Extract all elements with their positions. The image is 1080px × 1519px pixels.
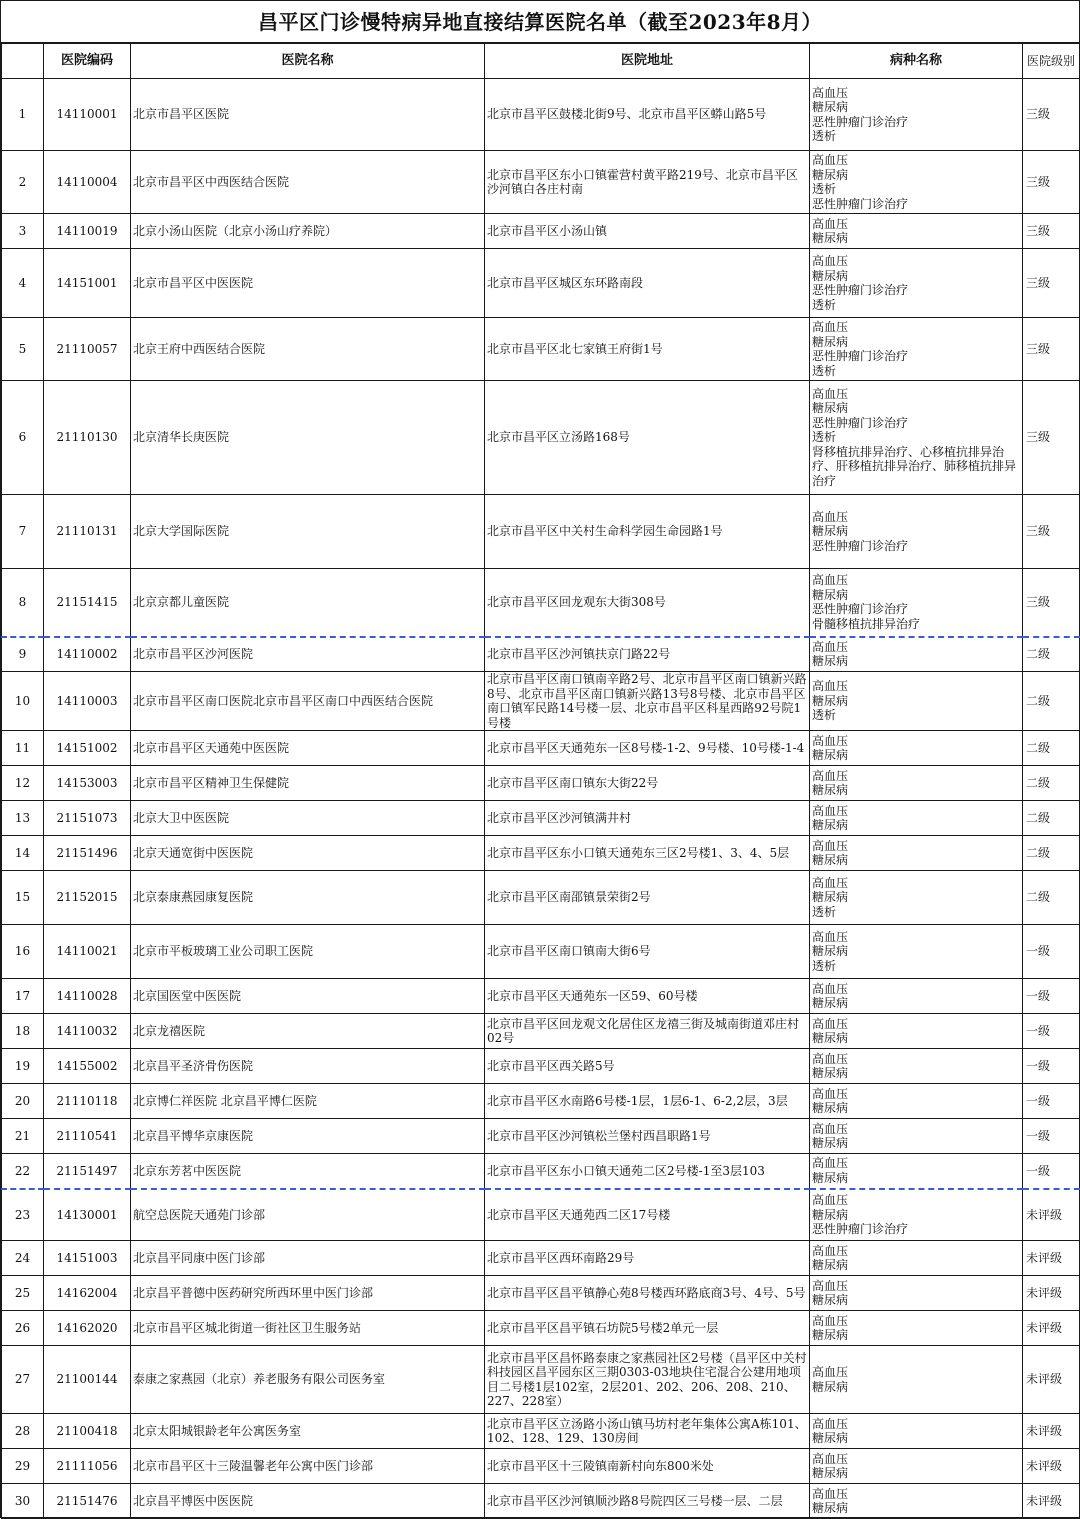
hospital-code: 14110003 — [44, 672, 131, 731]
row-index: 20 — [2, 1084, 44, 1119]
hospital-name: 北京博仁祥医院 北京昌平博仁医院 — [131, 1084, 485, 1119]
disease-list — [810, 1119, 1023, 1154]
table-row — [2, 731, 1080, 766]
hospital-code: 14153003 — [44, 766, 131, 801]
table-row — [2, 79, 1080, 151]
disease-list — [810, 151, 1023, 214]
disease-list — [810, 569, 1023, 637]
hospital-code: 14151003 — [44, 1241, 131, 1276]
row-index: 11 — [2, 731, 44, 766]
table-row — [2, 318, 1080, 381]
header-code: 医院编码 — [44, 44, 131, 79]
hospital-name: 北京王府中西医结合医院 — [131, 318, 485, 381]
hospital-grade: 未评级 — [1023, 1276, 1080, 1311]
row-index: 21 — [2, 1119, 44, 1154]
hospital-name: 北京太阳城银龄老年公寓医务室 — [131, 1414, 485, 1449]
hospital-address: 北京市昌平区鼓楼北街9号、北京市昌平区蟒山路5号 — [485, 79, 810, 151]
hospital-grade: 三级 — [1023, 249, 1080, 318]
table-row — [2, 836, 1080, 871]
hospital-grade: 三级 — [1023, 79, 1080, 151]
table-row — [2, 381, 1080, 495]
hospital-code: 21110131 — [44, 495, 131, 569]
disease-item: 高血压 — [812, 320, 849, 334]
row-index: 14 — [2, 836, 44, 871]
disease-item: 高血压 — [812, 1486, 849, 1501]
header-index — [2, 44, 44, 79]
row-index: 28 — [2, 1414, 44, 1449]
disease-item: 透析 — [812, 182, 837, 196]
table-row — [2, 151, 1080, 214]
hospital-name: 北京市昌平区中医医院 — [131, 249, 485, 318]
hospital-address: 北京市昌平区水南路6号楼-1层，1层6-1、6-2,2层，3层 — [485, 1084, 810, 1119]
disease-list — [810, 1049, 1023, 1084]
row-index: 22 — [2, 1154, 44, 1189]
disease-list — [810, 672, 1023, 731]
disease-item: 糖尿病 — [812, 693, 849, 708]
hospital-address: 北京市昌平区昌怀路泰康之家燕园社区2号楼（昌平区中关村科技园区昌平园东区三期0303-03地块住宅混合公建用地项目二号楼1层102室，2层201、202、206、208、210、227、228室） — [485, 1346, 810, 1414]
hospital-address: 北京市昌平区回龙观东大街308号 — [485, 569, 810, 637]
table-row — [2, 1484, 1080, 1519]
hospital-code: 14130001 — [44, 1189, 131, 1241]
disease-item: 糖尿病 — [812, 818, 849, 832]
disease-list — [810, 1276, 1023, 1311]
table-row — [2, 569, 1080, 637]
disease-item: 糖尿病 — [812, 944, 849, 959]
hospital-address: 北京市昌平区南口镇南大街6号 — [485, 925, 810, 979]
disease-item: 高血压 — [812, 838, 849, 853]
hospital-name: 北京天通宽街中医医院 — [131, 836, 485, 871]
disease-item: 高血压 — [812, 509, 849, 524]
hospital-address: 北京市昌平区回龙观文化居住区龙禧三街及城南街道邓庄村02号 — [485, 1014, 810, 1049]
table-row — [2, 1414, 1080, 1449]
disease-item: 透析 — [812, 904, 837, 919]
table-row — [2, 801, 1080, 836]
row-index: 2 — [2, 151, 44, 214]
hospital-grade: 二级 — [1023, 766, 1080, 801]
disease-list — [810, 495, 1023, 569]
disease-list — [810, 79, 1023, 151]
disease-list — [810, 1189, 1023, 1241]
hospital-name: 北京市昌平区城北街道一街社区卫生服务站 — [131, 1311, 485, 1346]
hospital-name: 北京东芳茗中医医院 — [131, 1154, 485, 1189]
row-index: 12 — [2, 766, 44, 801]
disease-item: 糖尿病 — [812, 783, 849, 797]
table-row — [2, 1241, 1080, 1276]
hospital-code: 14110001 — [44, 79, 131, 151]
disease-list — [810, 1084, 1023, 1119]
disease-item: 高血压 — [812, 875, 849, 890]
disease-list — [810, 1241, 1023, 1276]
disease-item: 透析 — [812, 363, 837, 378]
row-index: 10 — [2, 672, 44, 731]
disease-item: 糖尿病 — [812, 1207, 849, 1222]
hospital-name: 北京市平板玻璃工业公司职工医院 — [131, 925, 485, 979]
hospital-name: 北京大学国际医院 — [131, 495, 485, 569]
row-index: 15 — [2, 871, 44, 925]
disease-item: 透析 — [812, 297, 837, 312]
disease-item: 高血压 — [812, 153, 849, 167]
hospital-grade: 未评级 — [1023, 1346, 1080, 1414]
hospital-code: 14151002 — [44, 731, 131, 766]
table-row — [2, 766, 1080, 801]
hospital-grade: 一级 — [1023, 979, 1080, 1014]
hospital-code: 21152015 — [44, 871, 131, 925]
disease-item: 高血压 — [812, 1243, 849, 1258]
disease-item: 糖尿病 — [812, 231, 849, 245]
hospital-code: 14110002 — [44, 637, 131, 672]
disease-item: 糖尿病 — [812, 1431, 849, 1445]
disease-item: 高血压 — [812, 1278, 849, 1293]
table-row — [2, 214, 1080, 249]
hospital-grade: 二级 — [1023, 672, 1080, 731]
disease-item: 糖尿病 — [812, 748, 849, 762]
hospital-code: 21151476 — [44, 1484, 131, 1519]
disease-item: 高血压 — [812, 1121, 849, 1136]
disease-item: 糖尿病 — [812, 1258, 849, 1272]
row-index: 7 — [2, 495, 44, 569]
hospital-name: 北京市昌平区南口医院北京市昌平区南口中西医结合医院 — [131, 672, 485, 731]
disease-item: 高血压 — [812, 1086, 849, 1101]
row-index: 6 — [2, 381, 44, 495]
hospital-name: 北京市昌平区沙河医院 — [131, 637, 485, 672]
hospital-grade: 三级 — [1023, 214, 1080, 249]
table-row — [2, 1154, 1080, 1189]
hospital-name: 北京小汤山医院（北京小汤山疗养院） — [131, 214, 485, 249]
hospital-code: 14110028 — [44, 979, 131, 1014]
disease-item: 恶性肿瘤门诊治疗 — [812, 196, 909, 211]
disease-item: 高血压 — [812, 573, 849, 588]
hospital-grade: 二级 — [1023, 836, 1080, 871]
disease-item: 高血压 — [812, 85, 849, 100]
disease-item: 高血压 — [812, 1193, 849, 1207]
row-index: 24 — [2, 1241, 44, 1276]
disease-list — [810, 318, 1023, 381]
disease-item: 高血压 — [812, 254, 849, 268]
hospital-code: 21110541 — [44, 1119, 131, 1154]
hospital-grade: 未评级 — [1023, 1311, 1080, 1346]
disease-item: 糖尿病 — [812, 654, 849, 669]
hospital-grade: 一级 — [1023, 925, 1080, 979]
row-index: 1 — [2, 79, 44, 151]
hospital-grade: 三级 — [1023, 381, 1080, 495]
disease-item: 糖尿病 — [812, 1501, 849, 1515]
disease-item: 糖尿病 — [812, 524, 849, 539]
hospital-code: 14110021 — [44, 925, 131, 979]
disease-item: 糖尿病 — [812, 401, 849, 416]
disease-item: 高血压 — [812, 216, 849, 231]
disease-item: 糖尿病 — [812, 1466, 849, 1480]
hospital-address: 北京市昌平区小汤山镇 — [485, 214, 810, 249]
disease-item: 糖尿病 — [812, 167, 849, 182]
hospital-code: 21110130 — [44, 381, 131, 495]
hospital-address: 北京市昌平区东小口镇天通苑东三区2号楼1、3、4、5层 — [485, 836, 810, 871]
hospital-address: 北京市昌平区沙河镇松兰堡村西昌职路1号 — [485, 1119, 810, 1154]
hospital-name: 北京昌平博医中医医院 — [131, 1484, 485, 1519]
disease-list — [810, 1484, 1023, 1519]
row-index: 3 — [2, 214, 44, 249]
table-row — [2, 1346, 1080, 1414]
disease-item: 高血压 — [812, 981, 849, 996]
disease-list — [810, 1014, 1023, 1049]
disease-item: 恶性肿瘤门诊治疗 — [812, 538, 909, 553]
table-row — [2, 1049, 1080, 1084]
hospital-code: 21100418 — [44, 1414, 131, 1449]
disease-item: 糖尿病 — [812, 1328, 849, 1342]
hospital-code: 14110004 — [44, 151, 131, 214]
disease-item: 透析 — [812, 958, 837, 973]
disease-item: 糖尿病 — [812, 268, 849, 283]
hospital-address: 北京市昌平区昌平镇静心苑8号楼西环路底商3号、4号、5号 — [485, 1276, 810, 1311]
disease-item: 糖尿病 — [812, 890, 849, 905]
hospital-code: 21151415 — [44, 569, 131, 637]
disease-item: 糖尿病 — [812, 587, 849, 602]
disease-item: 高血压 — [812, 768, 849, 783]
disease-item: 高血压 — [812, 1416, 849, 1431]
disease-item: 透析 — [812, 430, 837, 445]
row-index: 17 — [2, 979, 44, 1014]
row-index: 19 — [2, 1049, 44, 1084]
disease-list — [810, 836, 1023, 871]
table-row — [2, 871, 1080, 925]
hospital-code: 14151001 — [44, 249, 131, 318]
disease-item: 高血压 — [812, 1156, 849, 1171]
disease-item: 糖尿病 — [812, 1170, 849, 1185]
table-row — [2, 672, 1080, 731]
disease-list — [810, 1346, 1023, 1414]
disease-item: 糖尿病 — [812, 996, 849, 1010]
disease-item: 恶性肿瘤门诊治疗 — [812, 1222, 909, 1236]
disease-item: 高血压 — [812, 1313, 849, 1328]
disease-item: 高血压 — [812, 679, 849, 694]
hospital-address: 北京市昌平区沙河镇顺沙路8号院四区三号楼一层、二层 — [485, 1484, 810, 1519]
hospital-code: 14110032 — [44, 1014, 131, 1049]
hospital-address: 北京市昌平区西环南路29号 — [485, 1241, 810, 1276]
header-row — [2, 44, 1080, 79]
hospital-name: 北京昌平普德中医药研究所西环里中医门诊部 — [131, 1276, 485, 1311]
disease-list — [810, 1449, 1023, 1484]
disease-item: 恶性肿瘤门诊治疗 — [812, 602, 909, 617]
disease-item: 糖尿病 — [812, 1293, 849, 1307]
disease-list — [810, 871, 1023, 925]
disease-item: 高血压 — [812, 733, 849, 748]
disease-list — [810, 766, 1023, 801]
hospital-address: 北京市昌平区南邵镇景荣街2号 — [485, 871, 810, 925]
hospital-address: 北京市昌平区东小口镇天通苑二区2号楼-1至3层103 — [485, 1154, 810, 1189]
hospital-grade: 未评级 — [1023, 1484, 1080, 1519]
disease-item: 骨髓移植抗排异治疗 — [812, 616, 921, 631]
hospital-code: 21151496 — [44, 836, 131, 871]
hospital-address: 北京市昌平区昌平镇石坊院5号楼2单元一层 — [485, 1311, 810, 1346]
disease-item: 高血压 — [812, 803, 849, 818]
row-index: 4 — [2, 249, 44, 318]
hospital-grade: 三级 — [1023, 495, 1080, 569]
hospital-code: 14162020 — [44, 1311, 131, 1346]
hospital-address: 北京市昌平区十三陵镇南新村向东800米处 — [485, 1449, 810, 1484]
disease-list — [810, 1311, 1023, 1346]
hospital-code: 14162004 — [44, 1276, 131, 1311]
page-title: 昌平区门诊慢特病异地直接结算医院名单（截至2023年8月） — [1, 1, 1079, 43]
hospital-address: 北京市昌平区沙河镇满井村 — [485, 801, 810, 836]
hospital-name: 北京泰康燕园康复医院 — [131, 871, 485, 925]
disease-item: 糖尿病 — [812, 100, 849, 114]
row-index: 27 — [2, 1346, 44, 1414]
hospital-address: 北京市昌平区西关路5号 — [485, 1049, 810, 1084]
disease-item: 恶性肿瘤门诊治疗 — [812, 283, 909, 297]
header-name: 医院名称 — [131, 44, 485, 79]
hospital-grade: 一级 — [1023, 1084, 1080, 1119]
table-row — [2, 495, 1080, 569]
disease-list — [810, 214, 1023, 249]
header-grade: 医院级别 — [1023, 44, 1080, 79]
hospital-address: 北京市昌平区天通苑西二区17号楼 — [485, 1189, 810, 1241]
disease-item: 高血压 — [812, 1365, 849, 1379]
hospital-address: 北京市昌平区城区东环路南段 — [485, 249, 810, 318]
hospital-name: 泰康之家燕园（北京）养老服务有限公司医务室 — [131, 1346, 485, 1414]
hospital-grade: 未评级 — [1023, 1189, 1080, 1241]
disease-item: 高血压 — [812, 1451, 849, 1466]
row-index: 25 — [2, 1276, 44, 1311]
hospital-code: 21110057 — [44, 318, 131, 381]
hospital-name: 北京龙禧医院 — [131, 1014, 485, 1049]
hospital-grade: 三级 — [1023, 569, 1080, 637]
hospital-name: 北京大卫中医医院 — [131, 801, 485, 836]
table-row — [2, 1014, 1080, 1049]
hospital-grade: 一级 — [1023, 1154, 1080, 1189]
hospital-grade: 未评级 — [1023, 1241, 1080, 1276]
table-row — [2, 1276, 1080, 1311]
disease-item: 糖尿病 — [812, 334, 849, 349]
disease-list — [810, 1154, 1023, 1189]
disease-list — [810, 249, 1023, 318]
row-index: 16 — [2, 925, 44, 979]
hospital-table — [1, 43, 1080, 1519]
disease-list — [810, 1414, 1023, 1449]
table-body — [2, 79, 1080, 1519]
table-row — [2, 925, 1080, 979]
disease-item: 恶性肿瘤门诊治疗 — [812, 415, 909, 430]
hospital-code: 14155002 — [44, 1049, 131, 1084]
table-row — [2, 1449, 1080, 1484]
disease-item: 糖尿病 — [812, 1101, 849, 1115]
row-index: 23 — [2, 1189, 44, 1241]
disease-item: 高血压 — [812, 929, 849, 944]
disease-item: 透析 — [812, 708, 837, 723]
disease-item: 糖尿病 — [812, 1379, 849, 1394]
hospital-grade: 三级 — [1023, 151, 1080, 214]
disease-list — [810, 925, 1023, 979]
row-index: 8 — [2, 569, 44, 637]
hospital-name: 北京市昌平区天通苑中医医院 — [131, 731, 485, 766]
row-index: 30 — [2, 1484, 44, 1519]
disease-list — [810, 979, 1023, 1014]
disease-item: 肾移植抗排异治疗、心移植抗排异治疗、肝移植抗排异治疗、肺移植抗排异治疗 — [812, 444, 1017, 488]
hospital-grade: 一级 — [1023, 1049, 1080, 1084]
hospital-address: 北京市昌平区沙河镇扶京门路22号 — [485, 637, 810, 672]
hospital-address: 北京市昌平区中关村生命科学园生命园路1号 — [485, 495, 810, 569]
hospital-code: 21111056 — [44, 1449, 131, 1484]
hospital-code: 21100144 — [44, 1346, 131, 1414]
hospital-grade: 三级 — [1023, 318, 1080, 381]
hospital-address: 北京市昌平区天通苑东一区59、60号楼 — [485, 979, 810, 1014]
hospital-name: 北京昌平同康中医门诊部 — [131, 1241, 485, 1276]
row-index: 18 — [2, 1014, 44, 1049]
disease-item: 透析 — [812, 129, 837, 143]
hospital-name: 北京市昌平区医院 — [131, 79, 485, 151]
disease-list — [810, 731, 1023, 766]
row-index: 29 — [2, 1449, 44, 1484]
hospital-grade: 二级 — [1023, 801, 1080, 836]
disease-item: 高血压 — [812, 1016, 849, 1031]
hospital-grade: 二级 — [1023, 871, 1080, 925]
hospital-code: 21151497 — [44, 1154, 131, 1189]
row-index: 13 — [2, 801, 44, 836]
disease-item: 高血压 — [812, 639, 849, 654]
hospital-name: 北京市昌平区中西医结合医院 — [131, 151, 485, 214]
disease-item: 糖尿病 — [812, 1066, 849, 1080]
table-row — [2, 1311, 1080, 1346]
table-row — [2, 1189, 1080, 1241]
hospital-address: 北京市昌平区南口镇南辛路2号、北京市昌平区南口镇新兴路8号、北京市昌平区南口镇新兴路13号8号楼、北京市昌平区南口镇军民路14号楼一层、北京市昌平区科星西路92号院1号楼 — [485, 672, 810, 731]
hospital-code: 21110118 — [44, 1084, 131, 1119]
disease-list — [810, 801, 1023, 836]
hospital-name: 北京昌平圣济骨伤医院 — [131, 1049, 485, 1084]
hospital-code: 14110019 — [44, 214, 131, 249]
header-address: 医院地址 — [485, 44, 810, 79]
disease-list — [810, 637, 1023, 672]
hospital-grade: 未评级 — [1023, 1449, 1080, 1484]
disease-list — [810, 381, 1023, 495]
table-row — [2, 979, 1080, 1014]
hospital-grade: 未评级 — [1023, 1414, 1080, 1449]
row-index: 5 — [2, 318, 44, 381]
hospital-name: 航空总医院天通苑门诊部 — [131, 1189, 485, 1241]
hospital-name: 北京市昌平区精神卫生保健院 — [131, 766, 485, 801]
hospital-address: 北京市昌平区立汤路小汤山镇马坊村老年集体公寓A栋101、102、128、129、130房间 — [485, 1414, 810, 1449]
disease-item: 糖尿病 — [812, 1031, 849, 1045]
hospital-name: 北京清华长庚医院 — [131, 381, 485, 495]
hospital-address: 北京市昌平区南口镇东大街22号 — [485, 766, 810, 801]
hospital-grade: 一级 — [1023, 1014, 1080, 1049]
disease-item: 糖尿病 — [812, 1136, 849, 1150]
hospital-address: 北京市昌平区天通苑东一区8号楼-1-2、9号楼、10号楼-1-4 — [485, 731, 810, 766]
disease-item: 恶性肿瘤门诊治疗 — [812, 349, 909, 363]
row-index: 26 — [2, 1311, 44, 1346]
hospital-grade: 一级 — [1023, 1119, 1080, 1154]
disease-item: 高血压 — [812, 386, 849, 401]
hospital-name: 北京国医堂中医医院 — [131, 979, 485, 1014]
hospital-grade: 二级 — [1023, 637, 1080, 672]
hospital-code: 21151073 — [44, 801, 131, 836]
hospital-name: 北京京都儿童医院 — [131, 569, 485, 637]
table-row — [2, 1119, 1080, 1154]
hospital-address: 北京市昌平区立汤路168号 — [485, 381, 810, 495]
hospital-name: 北京市昌平区十三陵温馨老年公寓中医门诊部 — [131, 1449, 485, 1484]
table-row — [2, 249, 1080, 318]
disease-item: 恶性肿瘤门诊治疗 — [812, 114, 909, 129]
row-index: 9 — [2, 637, 44, 672]
header-disease: 病种名称 — [810, 44, 1023, 79]
table-row — [2, 637, 1080, 672]
hospital-address: 北京市昌平区东小口镇霍营村黄平路219号、北京市昌平区沙河镇白各庄村南 — [485, 151, 810, 214]
disease-item: 糖尿病 — [812, 853, 849, 867]
hospital-address: 北京市昌平区北七家镇王府街1号 — [485, 318, 810, 381]
hospital-name: 北京昌平博华京康医院 — [131, 1119, 485, 1154]
disease-item: 高血压 — [812, 1051, 849, 1066]
table-row — [2, 1084, 1080, 1119]
hospital-grade: 二级 — [1023, 731, 1080, 766]
